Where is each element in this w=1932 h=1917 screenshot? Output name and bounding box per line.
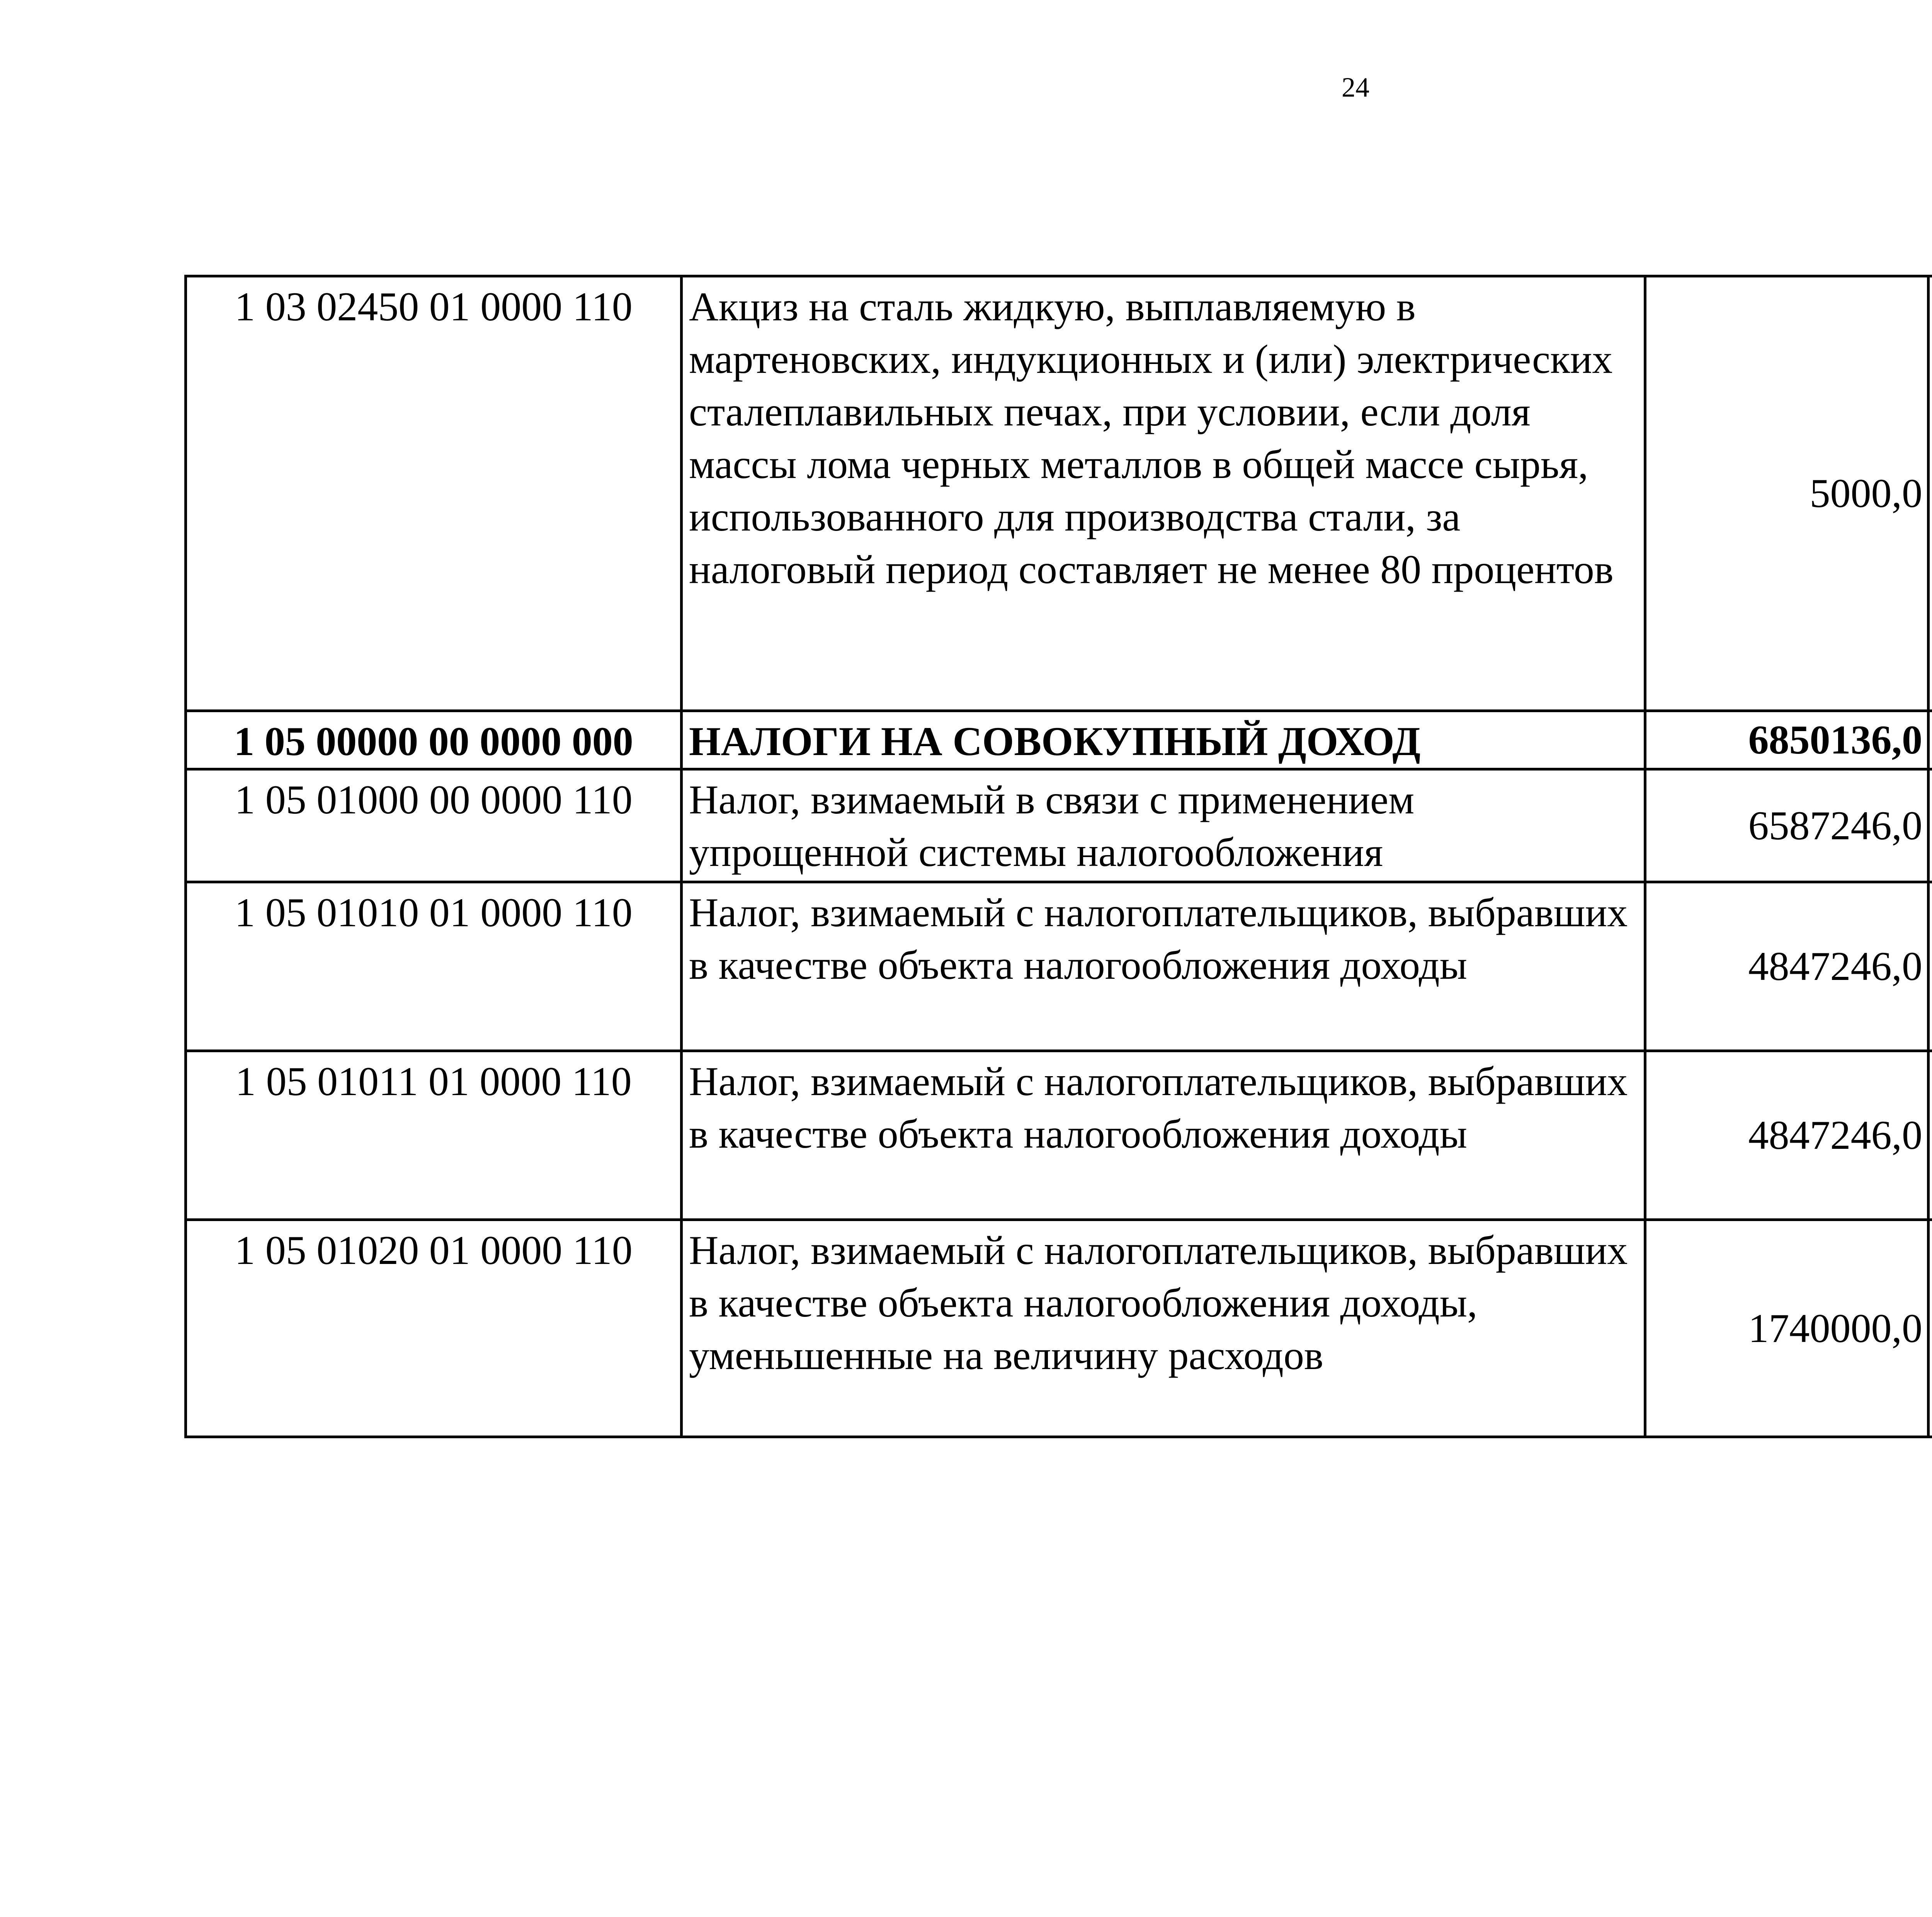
revenue-name: Налог, взимаемый в связи с применением упрощенной системы налогообложения [682,769,1645,882]
revenue-name: Налог, взимаемый с налогоплательщиков, выбравших в качестве объекта налогообложения доходы [682,882,1645,1051]
table-row [186,276,1932,711]
amount-year-2 [1929,1051,1932,1220]
budget-code: 1 05 01010 01 0000 110 [186,882,682,1051]
revenue-name: Налог, взимаемый с налогоплательщиков, выбравших в качестве объекта налогообложения доходы, уменьшенные на величину расходов [682,1220,1645,1437]
amount-year-2 [1929,276,1932,711]
revenue-table [184,275,1932,1438]
table-row [186,882,1932,1051]
amount-year-1: 1740000,0 [1645,1220,1929,1437]
amount-year-2 [1929,711,1932,769]
budget-code: 1 05 01011 01 0000 110 [186,1051,682,1220]
table-row [186,769,1932,882]
revenue-name: Налог, взимаемый с налогоплательщиков, выбравших в качестве объекта налогообложения доходы [682,1051,1645,1220]
table-row [186,711,1932,769]
budget-code: 1 05 01000 00 0000 110 [186,769,682,882]
amount-year-1: 6850136,0 [1645,711,1929,769]
amount-year-2 [1929,882,1932,1051]
budget-code: 1 03 02450 01 0000 110 [186,276,682,711]
revenue-name: НАЛОГИ НА СОВОКУПНЫЙ ДОХОД [682,711,1645,769]
budget-code: 1 05 01020 01 0000 110 [186,1220,682,1437]
table-row [186,1220,1932,1437]
amount-year-2 [1929,769,1932,882]
page-number: 24 [1342,72,1369,103]
amount-year-1: 6587246,0 [1645,769,1929,882]
amount-year-2 [1929,1220,1932,1437]
amount-year-1: 4847246,0 [1645,1051,1929,1220]
revenue-name: Акциз на сталь жидкую, выплавляемую в мартеновских, индукционных и (или) электрических сталеплавильных печах, при условии, если доля массы лома черных металлов в общей массе сырья, использованного для производства стали, за налоговый период составляет не менее 80 процентов [682,276,1645,711]
table-row [186,1051,1932,1220]
budget-code: 1 05 00000 00 0000 000 [186,711,682,769]
amount-year-1: 5000,0 [1645,276,1929,711]
amount-year-1: 4847246,0 [1645,882,1929,1051]
